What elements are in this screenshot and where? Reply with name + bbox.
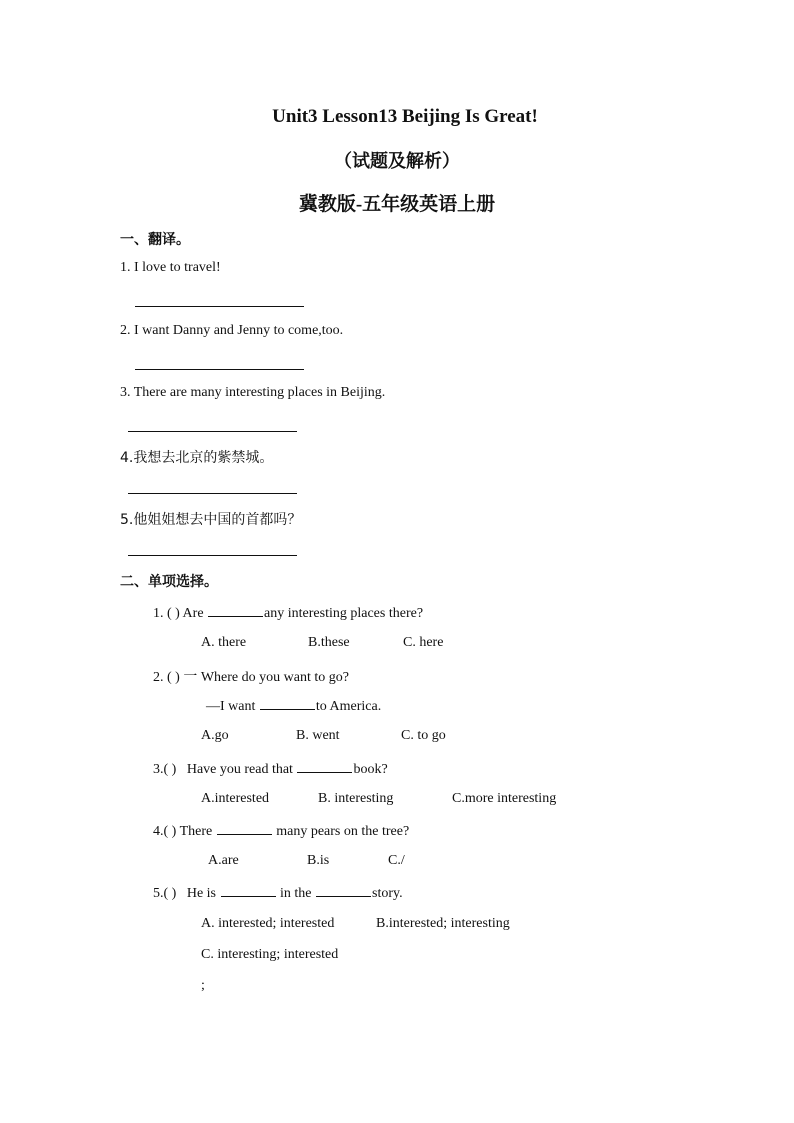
option-c: C./	[388, 853, 405, 868]
section-2-heading: 二、单项选择。	[120, 574, 218, 590]
option-c: C. interesting; interested	[201, 947, 339, 962]
translate-item-3: 3. There are many interesting places in Beijing.	[120, 385, 386, 400]
fill-blank	[297, 760, 352, 773]
option-b: B. went	[296, 728, 340, 743]
choice-question-3	[153, 760, 388, 778]
fill-blank-1	[221, 884, 276, 897]
question-text-post: many pears on the tree?	[272, 824, 410, 839]
section-1-heading: 一、翻译。	[120, 232, 190, 248]
fill-blank	[208, 604, 263, 617]
question-text-post: story.	[372, 886, 403, 901]
question-text-post: to America.	[315, 699, 382, 714]
option-c: C. here	[403, 635, 444, 650]
option-a: A.interested	[201, 791, 270, 806]
fill-blank	[217, 822, 272, 835]
question-text-pre: There	[179, 824, 216, 839]
question-text-post: book?	[353, 762, 388, 777]
option-a: A. there	[201, 635, 247, 650]
answer-line-3	[128, 431, 297, 432]
choice-question-4	[153, 822, 409, 840]
question-number: 5.( )	[153, 886, 177, 901]
question-text-pre: Have you read that	[186, 762, 297, 777]
option-b: B.these	[308, 635, 350, 650]
document-grade-title: 冀教版-五年级英语上册	[298, 194, 496, 215]
translate-item-4: 4.我想去北京的紫禁城。	[120, 450, 274, 466]
question-text: 一 Where do you want to go?	[183, 670, 349, 685]
question-text-mid: in the	[276, 886, 315, 901]
question-text-post: any interesting places there?	[264, 606, 424, 621]
trailing-mark: ;	[201, 978, 205, 993]
option-c: C.more interesting	[452, 791, 557, 806]
option-b: B.interested; interesting	[376, 916, 510, 931]
question-number: 2. ( )	[153, 670, 180, 685]
option-b: B. interesting	[318, 791, 394, 806]
answer-line-5	[128, 555, 297, 556]
option-a: A.go	[201, 728, 229, 743]
option-c: C. to go	[401, 728, 446, 743]
fill-blank-2	[316, 884, 371, 897]
question-text-pre: He is	[186, 886, 220, 901]
choice-question-1	[153, 604, 423, 622]
translate-item-5: 5.他姐姐想去中国的首都吗？	[120, 512, 302, 528]
question-number: 3.( )	[153, 762, 177, 777]
answer-line-4	[128, 493, 297, 494]
answer-line-1	[135, 306, 304, 307]
option-a: A.are	[208, 853, 239, 868]
question-number: 1. ( )	[153, 606, 180, 621]
question-text-pre: Are	[179, 606, 208, 621]
choice-question-2	[153, 666, 349, 686]
translate-item-2: 2. I want Danny and Jenny to come,too.	[120, 323, 344, 338]
question-number: 4.( )	[153, 824, 177, 839]
document-subtitle: （试题及解析）	[334, 151, 460, 171]
document-title: Unit3 Lesson13 Beijing Is Great!	[272, 106, 538, 127]
fill-blank	[260, 697, 315, 710]
option-a: A. interested; interested	[201, 916, 335, 931]
translate-item-1: 1. I love to travel!	[120, 260, 221, 275]
option-b: B.is	[307, 853, 330, 868]
answer-line-2	[135, 369, 304, 370]
question-text-pre: —I want	[206, 699, 259, 714]
choice-question-2-line-2	[206, 697, 381, 715]
choice-question-5	[153, 884, 403, 902]
